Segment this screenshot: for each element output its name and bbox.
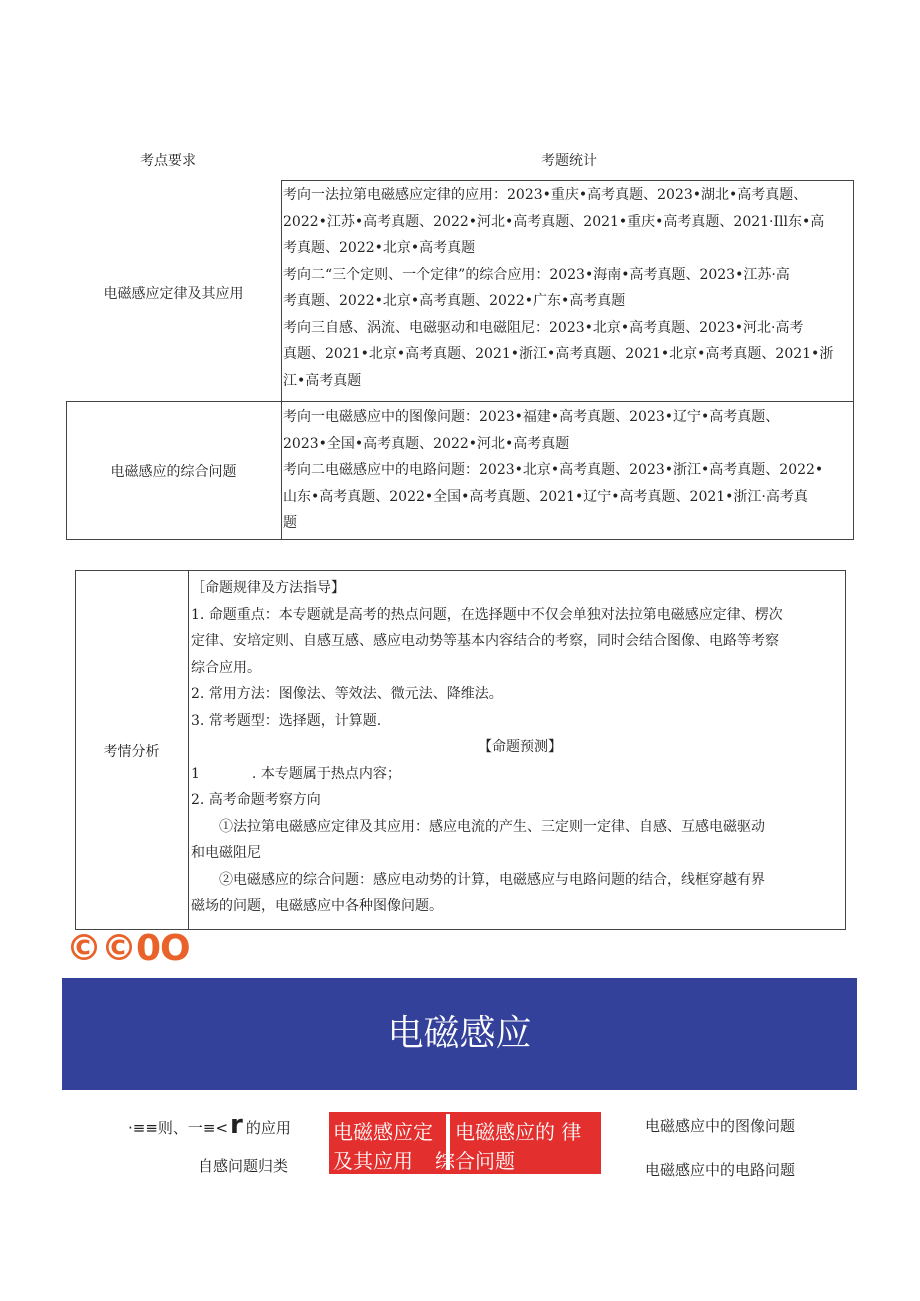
mind-center-box <box>329 1112 601 1174</box>
header-requirement: 考点要求 <box>140 153 196 169</box>
analysis-line: 定律、安培定则、自感互感、感应电动势等基本内容结合的考察，同时会结合图像、电路等考察 <box>191 633 779 649</box>
chapter-banner <box>62 978 857 1090</box>
stats-line: 考向一电磁感应中的图像问题：2023•福建•高考真题、2023•辽宁•高考真题、 <box>283 409 780 425</box>
stats-line: 真题、2021•北京•高考真题、2021•浙江•高考真题、2021•北京•高考真题、2021•浙 <box>283 346 834 362</box>
mind-node-rules-glyph: r <box>230 1110 243 1140</box>
forecast-item-1 <box>191 761 843 788</box>
forecast-line: 和电磁阻尼 <box>191 845 261 861</box>
stats-line: 山东•高考真题、2022•全国•高考真题、2021•辽宁•高考真题、2021•浙江·高考真 <box>283 488 808 505</box>
stats-cell-2 <box>283 404 853 537</box>
forecast-item-1-text: . 本专题属于热点内容； <box>251 765 401 782</box>
stats-line: 考向二“三个定则、一个定律”的综合应用：2023•海南•高考真题、2023•江苏·高 <box>283 266 790 283</box>
header-statistics: 考题统计 <box>541 153 597 169</box>
stats-line: 考向二电磁感应中的电路问题：2023•北京•高考真题、2023•浙江•高考真题、2022• <box>283 462 824 478</box>
analysis-line: 1. 命题重点：本专题就是高考的热点问题，在选择题中不仅会单独对法拉第电磁感应定律、楞次 <box>191 606 783 623</box>
mind-node-graph-problems: 电磁感应中的图像问题 <box>645 1117 796 1135</box>
mind-node-self-induction: 自感问题归类 <box>198 1157 289 1175</box>
forecast-line: ①法拉第电磁感应定律及其应用：感应电流的产生、三定则一定律、自感、互感电磁驱动 <box>191 818 765 835</box>
stats-line: 考真题、2022•北京•高考真题、2022•广东•高考真题 <box>283 293 626 309</box>
section-logo: ©©0O <box>66 928 190 969</box>
analysis-line: 2. 常用方法：图像法、等效法、微元法、降维法。 <box>191 686 503 702</box>
stats-line: 考真题、2022•北京•高考真题 <box>283 240 476 256</box>
stats-line: 江•高考真题 <box>283 372 362 389</box>
stats-line: 2023•全国•高考真题、2022•河北•高考真题 <box>283 435 570 452</box>
topic-law-application: 电磁感应定律及其应用 <box>103 286 244 302</box>
analysis-line: 综合应用。 <box>191 659 261 676</box>
center-right-line-2: 综合问题 <box>435 1149 515 1173</box>
forecast-title: 【命题预测】 <box>478 739 562 755</box>
analysis-line: 3. 常考题型：选择题，计算题. <box>191 712 382 729</box>
stats-line: 考向一法拉第电磁感应定律的应用：2023•重庆•高考真题、2023•湖北•高考真题、 <box>283 187 808 203</box>
center-left-line-2: 及其应用 <box>333 1149 413 1173</box>
mind-node-rules <box>128 1110 291 1140</box>
stats-cell-1 <box>283 182 853 394</box>
chapter-title: 电磁感应 <box>387 1013 532 1054</box>
mind-node-rules-text: ·≡≡则、一≡< <box>128 1119 229 1137</box>
forecast-line: ②电磁感应的综合问题：感应电动势的计算，电磁感应与电路问题的结合，线框穿越有界 <box>191 871 765 888</box>
forecast-line: 磁场的问题，电磁感应中各种图像问题。 <box>191 898 443 914</box>
analysis-content <box>191 575 843 920</box>
analysis-label: 考情分析 <box>103 744 160 760</box>
forecast-item-1-number: 1 <box>191 765 200 782</box>
center-left-line-1: 电磁感应定 <box>333 1120 433 1144</box>
analysis-line: ［命题规律及方法指导】 <box>191 580 345 596</box>
topic-comprehensive: 电磁感应的综合问题 <box>110 464 237 480</box>
mind-node-circuit-problems: 电磁感应中的电路问题 <box>645 1161 796 1179</box>
center-right-line-1: 电磁感应的 律 <box>455 1120 582 1144</box>
forecast-line: 2. 高考命题考察方向 <box>191 792 321 808</box>
stats-line: 题 <box>283 515 297 531</box>
stats-line: 考向三自感、涡流、电磁驱动和电磁阻尼：2023•北京•高考真题、2023•河北·高考 <box>283 319 804 336</box>
stats-line: 2022•江苏•高考真题、2022•河北•高考真题、2021•重庆•高考真题、2021·Ill东•高 <box>283 213 825 230</box>
mind-node-rules-tail: 的应用 <box>245 1119 291 1137</box>
